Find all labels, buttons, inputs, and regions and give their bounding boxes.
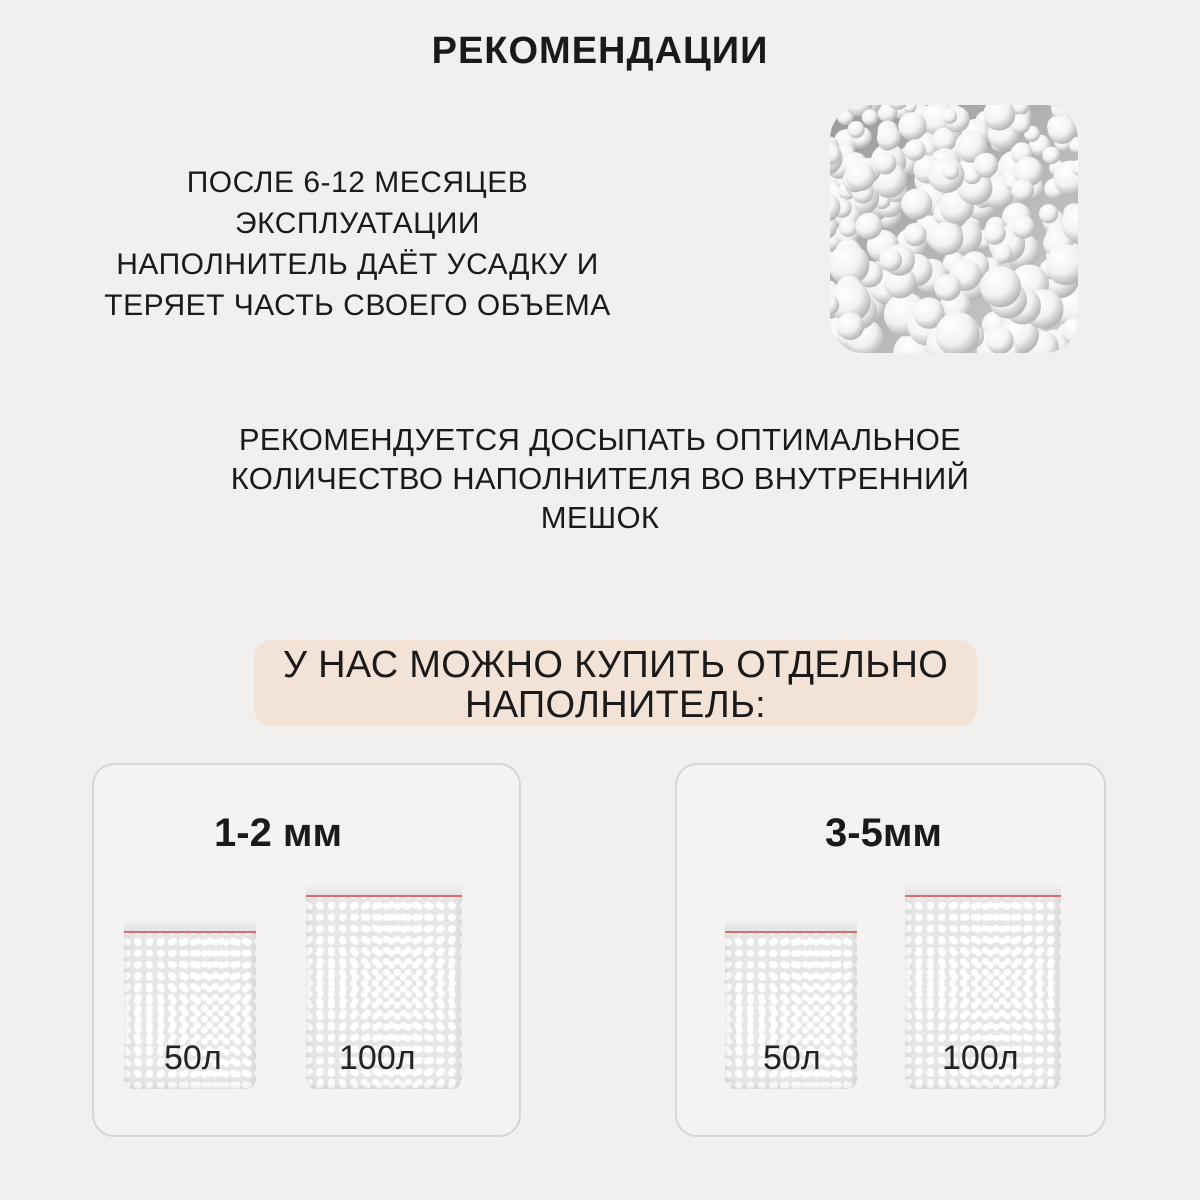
refill-recommendation-line: МЕШОК [540,500,660,535]
refill-recommendation-line: РЕКОМЕНДУЕТСЯ ДОСЫПАТЬ ОПТИМАЛЬНОЕ [238,422,962,457]
page-title: РЕКОМЕНДАЦИИ [431,30,769,72]
product-size-label: 1-2 мм [214,811,343,855]
shrinkage-note-line: НАПОЛНИТЕЛЬ ДАЁТ УСАДКУ И [116,248,599,281]
buy-filler-text [254,645,977,725]
refill-recommendation [195,420,1005,537]
buy-filler-line: НАПОЛНИТЕЛЬ: [464,684,767,726]
product-card-3-5mm[interactable] [675,763,1106,1137]
bag-volume-label: 100л [942,1039,1019,1077]
product-card-1-2mm[interactable] [92,763,521,1137]
shrinkage-note-line: ТЕРЯЕТ ЧАСТЬ СВОЕГО ОБЪЕМА [104,289,611,322]
bag-volume-label: 100л [339,1039,416,1077]
filler-beads-photo [830,105,1078,353]
bag-volume-label: 50л [763,1039,821,1077]
refill-recommendation-line: КОЛИЧЕСТВО НАПОЛНИТЕЛЯ ВО ВНУТРЕННИЙ [230,461,970,496]
buy-filler-line: У НАС МОЖНО КУПИТЬ ОТДЕЛЬНО [282,644,949,686]
bag-volume-label: 50л [164,1039,222,1077]
product-size-label: 3-5мм [825,811,942,855]
shrinkage-note [80,162,635,326]
shrinkage-note-line: ПОСЛЕ 6-12 МЕСЯЦЕВ [186,166,529,199]
shrinkage-note-line: ЭКСПЛУАТАЦИИ [235,207,480,240]
